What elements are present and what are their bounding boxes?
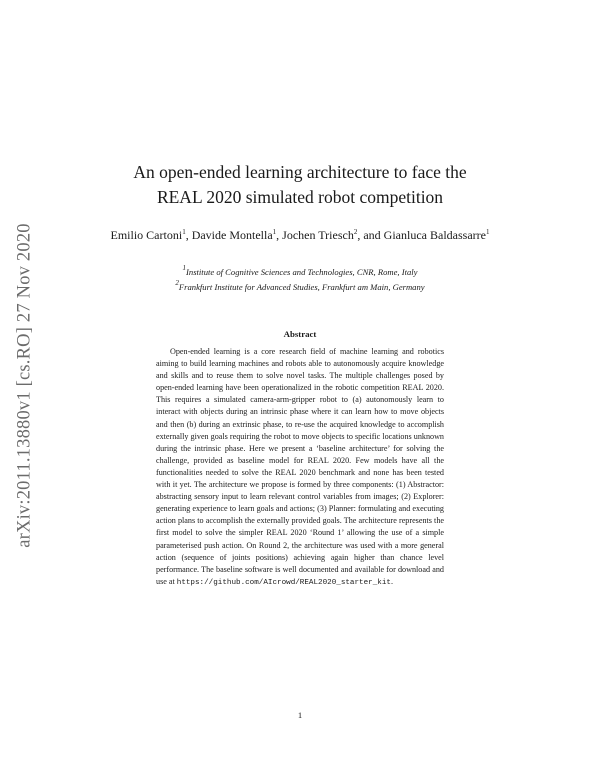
author-affiliation-mark: 1 [272, 228, 277, 236]
author-affiliation-mark: 2 [353, 228, 358, 236]
author-name: Gianluca Baldassarre [383, 228, 486, 242]
paper-title [100, 160, 500, 210]
arxiv-identifier-stamp [10, 200, 40, 570]
affiliation-mark: 2 [175, 279, 179, 287]
abstract-heading: Abstract [283, 329, 317, 339]
affiliation-mark: 1 [182, 264, 187, 272]
affiliation-text: Frankfurt Institute for Advanced Studies, Frankfurt am Main, Germany [178, 282, 425, 292]
abstract-text: Open-ended learning is a core research field of machine learning and robotics aiming to build learning machines and robots able to autonomously acquire knowledge and skills and to reuse them to solve novel tasks. The multiple challenges posed by open-ended learning have been operationalized in the robotic competition REAL 2020. This requires a simulated camera-arm-gripper robot to (a) autonomously learn to interact with objects during an intrinsic phase where it can learn how to move objects and then (b) during an extrinsic phase, to re-use the acquired knowledge to accomplish externally given goals requiring the robot to move objects to specific locations unknown during the intrinsic phase. Here we present a ‘baseline architecture’ for solving the challenge, provided as baseline model for REAL 2020. Few models have all the functionalities needed to solve the REAL 2020 benchmark and none has been tested with it yet. The architecture we propose is formed by three components: (1) Abstractor: abstracting sensory input to learn relevant control variables from images; (2) Explorer: generating experience to learn goals and actions; (3) Planner: formulating and executing action plans to accomplish the externally provided goals. The architecture represents the first model to solve the simpler REAL 2020 ‘Round 1’ allowing the use of a simple parameterised push action. On Round 2, the architecture was used with a more general action (sequence of joints positions) achieving again higher than chance level performance. The baseline software is well documented and available for download and use at [156, 347, 444, 586]
author-affiliation-mark: 1 [182, 228, 186, 236]
abstract-url-link[interactable]: https://github.com/AIcrowd/REAL2020_starter_kit [176, 578, 391, 587]
abstract-paragraph [156, 346, 444, 589]
author-list [110, 226, 490, 244]
author-name: Jochen Triesch [282, 228, 354, 242]
page-number: 1 [297, 710, 303, 720]
abstract-end: . [390, 576, 393, 586]
affiliation-text: Institute of Cognitive Sciences and Technologies, CNR, Rome, Italy [186, 267, 418, 277]
author-separator: , [276, 228, 283, 242]
author-name: Davide Montella [191, 228, 273, 242]
title-line-1: An open-ended learning architecture to face the [133, 162, 467, 182]
arxiv-identifier-text: arXiv:2011.13880v1 [cs.RO] 27 Nov 2020 [14, 222, 35, 548]
author-separator: , [185, 228, 192, 242]
author-affiliation-mark: 1 [485, 228, 490, 236]
affiliation-2 [90, 281, 510, 293]
affiliation-1 [90, 266, 510, 278]
author-separator: , and [357, 228, 384, 242]
title-line-2: REAL 2020 simulated robot competition [156, 187, 444, 207]
author-name: Emilio Cartoni [110, 228, 183, 242]
